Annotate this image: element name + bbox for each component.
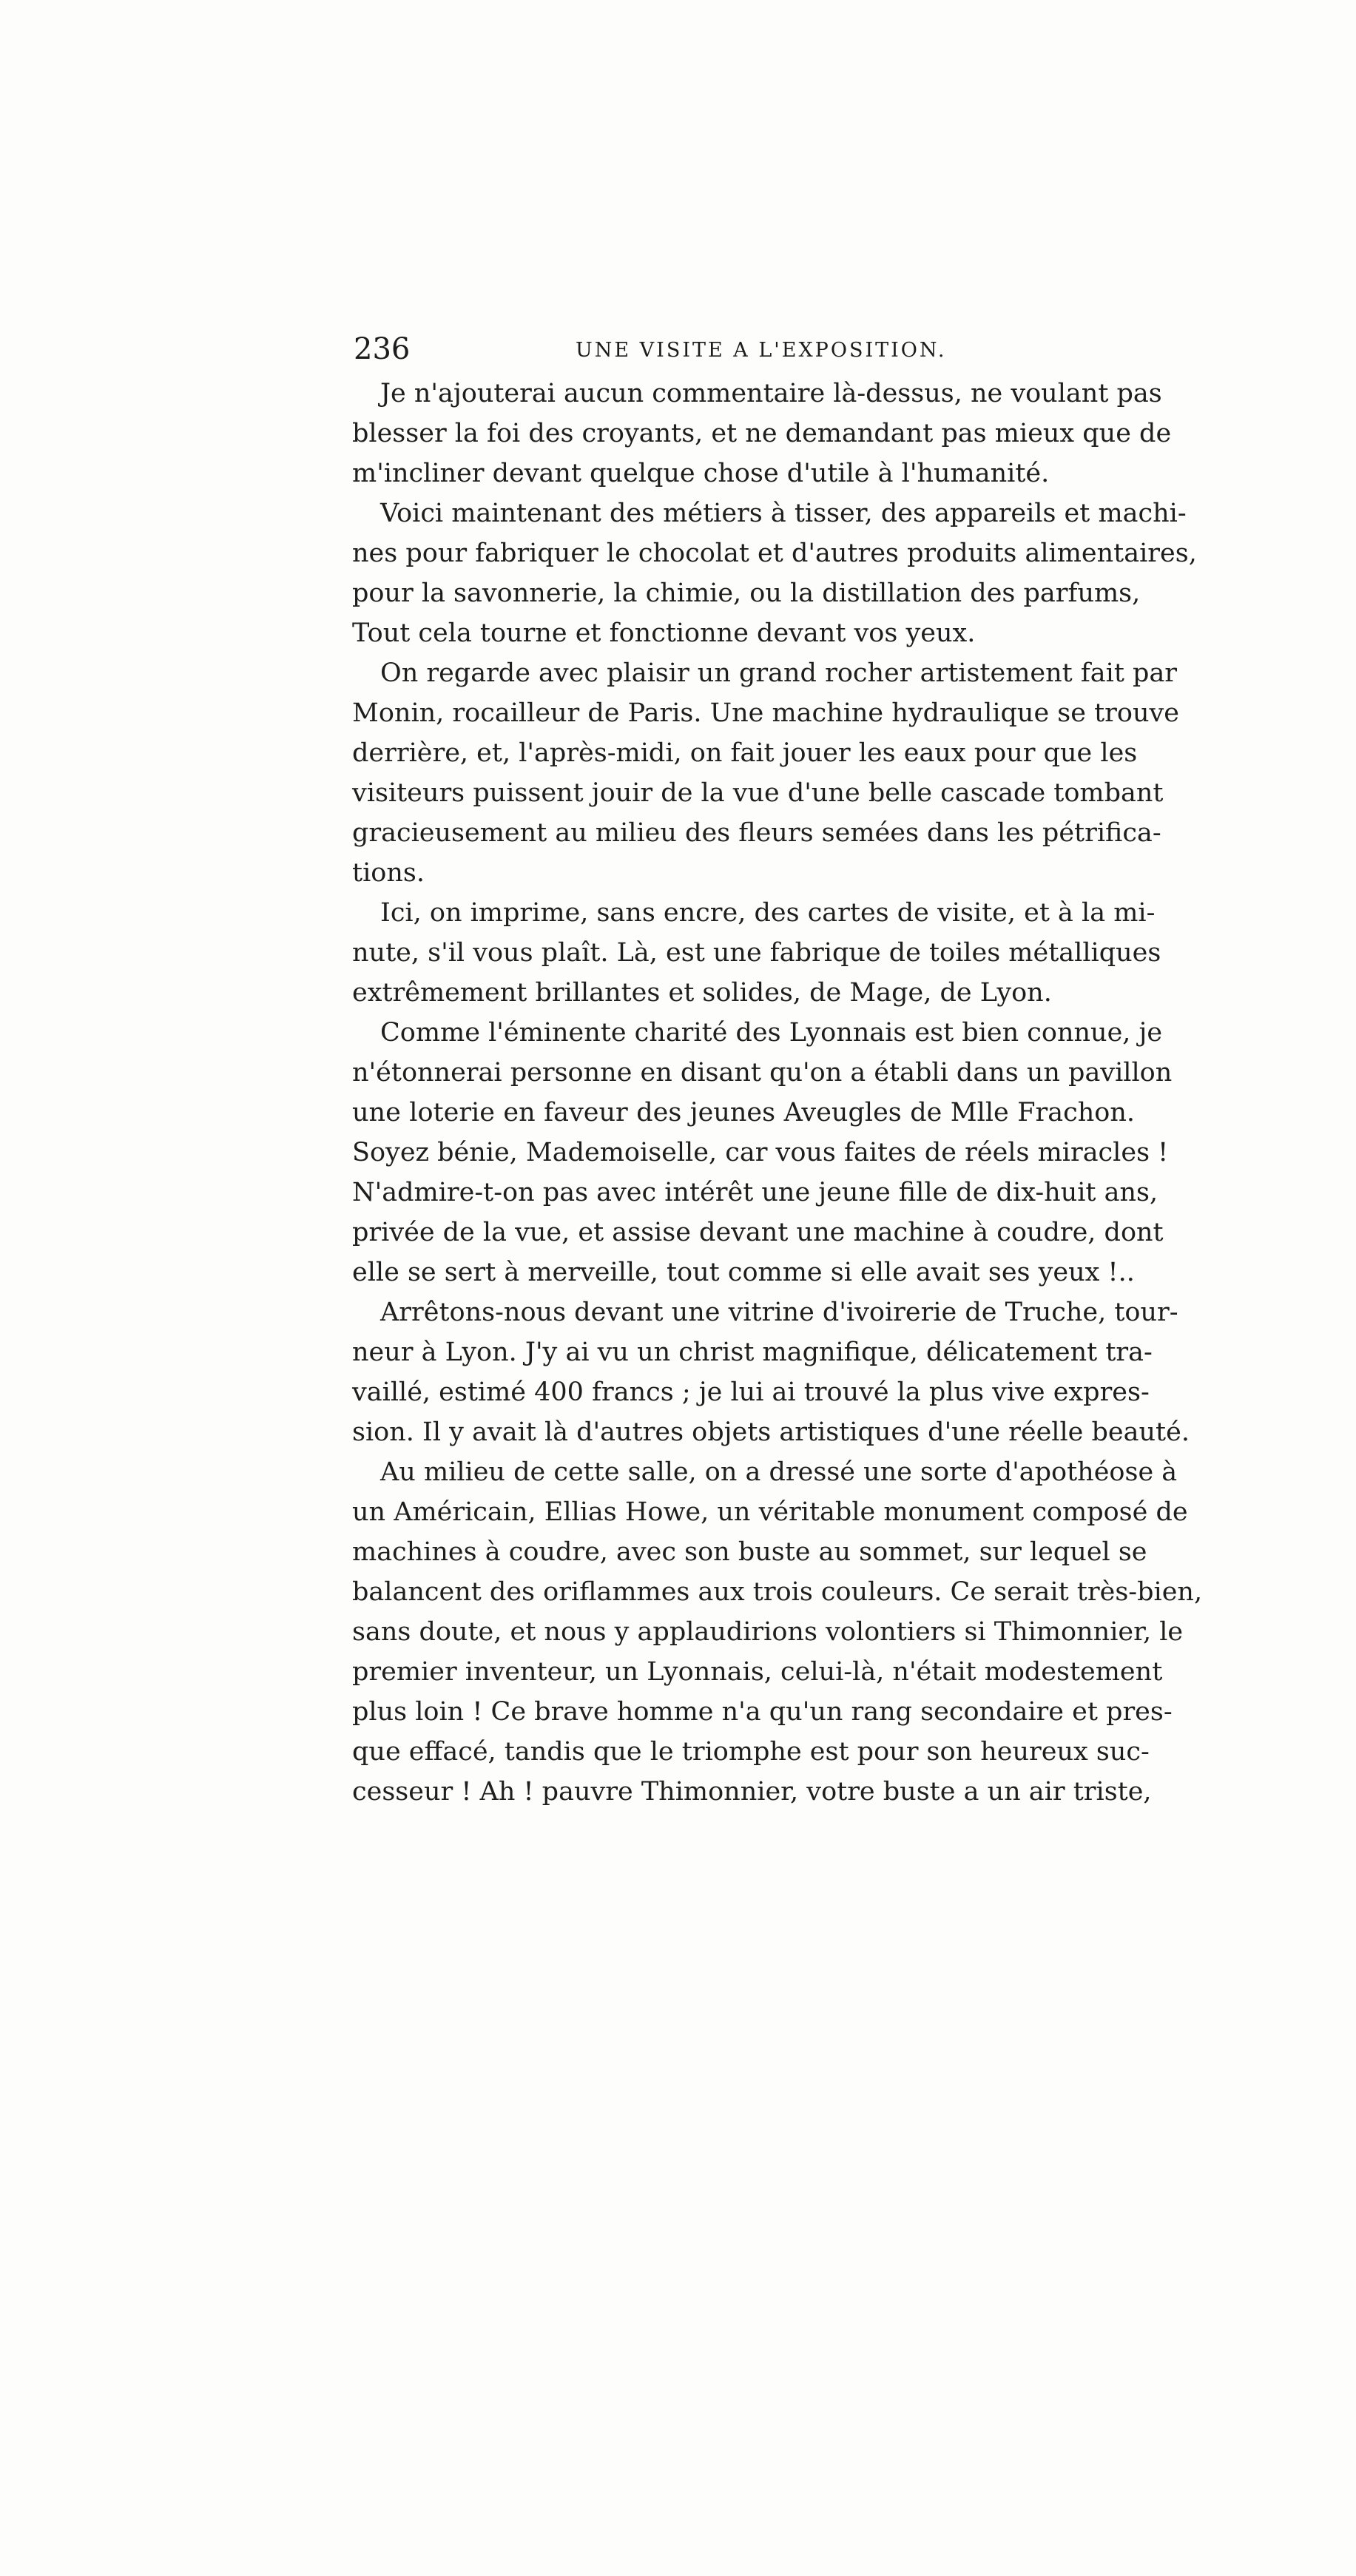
text-line: Tout cela tourne et fonctionne devant vos yeux. (352, 618, 976, 648)
text-line: On regarde avec plaisir un grand rocher artistement fait par (380, 658, 1178, 688)
text-line: Soyez bénie, Mademoiselle, car vous faites de réels miracles ! (352, 1138, 1169, 1167)
text-line: une loterie en faveur des jeunes Aveugles de Mlle Frachon. (352, 1098, 1135, 1127)
text-line: derrière, et, l'après-midi, on fait jouer les eaux pour que les (352, 738, 1138, 768)
text-line: blesser la foi des croyants, et ne demandant pas mieux que de (352, 419, 1172, 448)
text-line: Ici, on imprime, sans encre, des cartes de visite, et à la mi- (380, 898, 1156, 928)
body-text (352, 374, 1203, 1812)
text-line: premier inventeur, un Lyonnais, celui-là, n'était modestement (352, 1657, 1163, 1687)
text-line: nes pour fabriquer le chocolat et d'autres produits alimentaires, (352, 539, 1197, 568)
text-line: machines à coudre, avec son buste au sommet, sur lequel se (352, 1537, 1147, 1567)
text-line: elle se sert à merveille, tout comme si elle avait ses yeux !.. (352, 1258, 1135, 1287)
text-line: neur à Lyon. J'y ai vu un christ magnifique, délicatement tra- (352, 1338, 1153, 1367)
text-line: nute, s'il vous plaît. Là, est une fabrique de toiles métalliques (352, 938, 1161, 968)
text-line: Arrêtons-nous devant une vitrine d'ivoirerie de Truche, tour- (380, 1298, 1178, 1327)
text-line: m'incliner devant quelque chose d'utile à l'humanité. (352, 459, 1050, 488)
text-line: Voici maintenant des métiers à tisser, des appareils et machi- (380, 499, 1187, 528)
text-line: Monin, rocailleur de Paris. Une machine hydraulique se trouve (352, 698, 1180, 728)
text-line: N'admire-t-on pas avec intérêt une jeune fille de dix-huit ans, (352, 1178, 1158, 1207)
text-line: privée de la vue, et assise devant une machine à coudre, dont (352, 1218, 1164, 1247)
text-line: que effacé, tandis que le triomphe est pour son heureux suc- (352, 1737, 1150, 1767)
running-head: UNE VISITE A L'EXPOSITION. (576, 339, 947, 362)
text-line: gracieusement au milieu des fleurs semées dans les pétrifica- (352, 818, 1161, 848)
text-line: cesseur ! Ah ! pauvre Thimonnier, votre buste a un air triste, (352, 1777, 1152, 1807)
page-number: 236 (354, 332, 411, 366)
text-line: un Américain, Ellias Howe, un véritable monument composé de (352, 1497, 1188, 1527)
text-line: Comme l'éminente charité des Lyonnais est bien connue, je (380, 1018, 1163, 1048)
text-line: Au milieu de cette salle, on a dressé une sorte d'apothéose à (380, 1457, 1178, 1487)
text-line: tions. (352, 858, 425, 888)
text-line: balancent des oriflammes aux trois couleurs. Ce serait très-bien, (352, 1577, 1203, 1607)
text-line: plus loin ! Ce brave homme n'a qu'un rang secondaire et pres- (352, 1697, 1173, 1727)
page-header (354, 327, 1138, 371)
text-line: extrêmement brillantes et solides, de Mage, de Lyon. (352, 978, 1052, 1008)
text-line: pour la savonnerie, la chimie, ou la distillation des parfums, (352, 579, 1141, 608)
text-line: sion. Il y avait là d'autres objets artistiques d'une réelle beauté. (352, 1417, 1190, 1447)
text-line: vaillé, estimé 400 francs ; je lui ai trouvé la plus vive expres- (352, 1378, 1150, 1407)
text-line: n'étonnerai personne en disant qu'on a établi dans un pavillon (352, 1058, 1173, 1088)
text-line: visiteurs puissent jouir de la vue d'une belle cascade tombant (352, 778, 1164, 808)
text-line: sans doute, et nous y applaudirions volontiers si Thimonnier, le (352, 1617, 1184, 1647)
text-line: Je n'ajouterai aucun commentaire là-dessus, ne voulant pas (380, 379, 1162, 408)
